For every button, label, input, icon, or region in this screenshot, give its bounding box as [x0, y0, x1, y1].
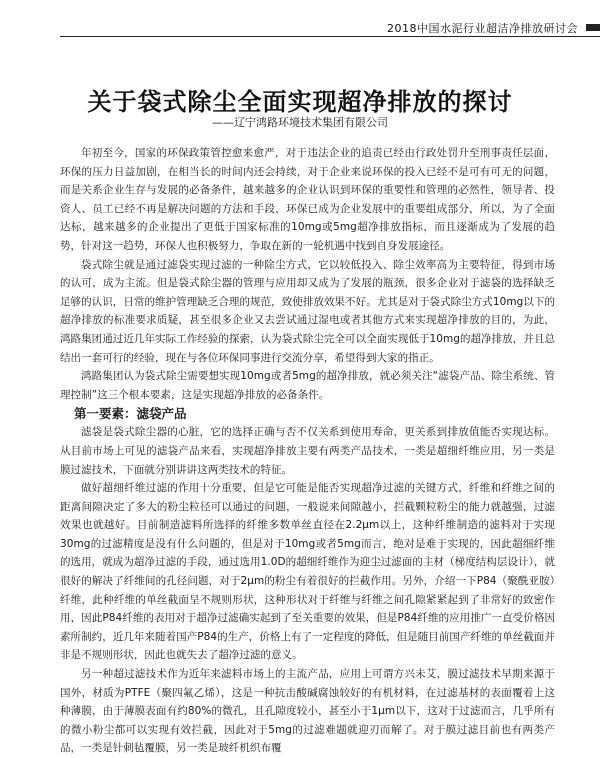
body-text [60, 144, 555, 758]
intro-paragraph-2: 袋式除尘就是通过滤袋实现过滤的一种除尘方式，它以较低投入、除尘效率高为主要特征，得到市场的认可，成为主流。但是袋式除尘器的管理与应用却又成为了发展的瓶颈，很多企业对于滤袋的选择缺乏足够的认识，日常的维护管理缺乏合理的规范，致使排放效果不好。尤其是对于袋式除尘方式10mg以下的超净排放的标准要求质疑，甚至很多企业又去尝试通过湿电或者其他方式来实现超净排放的目的，为此，鸿路集团通过近几年实际工作经验的探索，认为袋式除尘完全可以全面实现低于10mg的超净排放，并且总结出一套可行的经验，现在与各位环保同事进行交流分享，希望得到大家的指正。 [60, 258, 555, 364]
intro-paragraph-3: 鸿路集团认为袋式除尘需要想实现10mg或者5mg的超净排放，就必须关注“滤袋产品、除尘系统、管理控制”这三个根本要素，这是实现超净排放的必备条件。 [60, 370, 555, 401]
section-paragraph-3: 另一种超过滤技术作为近年来滤料市场上的主流产品，应用上可谓方兴未艾，膜过滤技术早期来源于国外，材质为PTFE（聚四氟乙烯），这是一种抗击酸碱腐蚀较好的有机材料，在过滤基材的表面覆着上这种薄膜，由于薄膜表面有约80%的微孔，且孔隙度较小，甚至小于1μm以下，这对于过滤而言，几乎所有的微小粉尘都可以实现有效拦截，因此对于5mg的过滤难题就迎刃而解了。对于膜过滤目前也有两类产品，一类是针刺毡覆膜，另一类是玻纤机织布覆 [60, 668, 555, 755]
section-heading-filter-bag: 第一要素：滤袋产品 [74, 406, 187, 422]
section-paragraph-1: 滤袋是袋式除尘器的心脏，它的选择正确与否不仅关系到使用寿命，更关系到排放值能否实现达标。从目前市场上可见的滤袋产品来看，实现超净排放主要有两类产品技术，一类是超细纤维应用，另一类是膜过滤技术，下面就分别讲讲这两类技术的特征。 [60, 426, 555, 476]
header-bar [586, 24, 600, 31]
author-line: ——辽宁鸿路环境技术集团有限公司 [212, 116, 388, 129]
header-rule [60, 36, 600, 37]
intro-paragraph-1: 年初至今，国家的环保政策管控愈来愈严，对于违法企业的追责已经由行政处罚升至刑事责任层面，环保的压力日益加剧，在相当长的时间内还会持续，对于企业来说环保的投入已经不是可有可无的问题，而是关系企业生存与发展的必备条件，越来越多的企业认识到环保的重要性和管理的必然性，领导者、投资人、员工已经不再是解决问题的方法和手段，环保已成为企业发展中的重要组成部分，所以，为了全面达标，越来越多的企业提出了更低于国家标准的10mg或5mg超净排放指标，而且逐渐成为了发展的趋势，针对这一趋势，环保人也积极努力，争取在新的一轮机遇中找到自身发展途径。 [60, 147, 555, 252]
paper-title: 关于袋式除尘全面实现超净排放的探讨 [87, 88, 513, 117]
running-head: 2018中国水泥行业超洁净排放研讨会 [387, 22, 578, 35]
section-paragraph-2: 做好超细纤维过滤的作用十分重要，但是它可能是能否实现超净过滤的关键方式，纤维和纤维之间的距离间隙决定了多大的粉尘粒径可以通过的问题，一般说来间隙越小，拦截颗粒粉尘的能力就越强，过滤效果也就越好。目前制造滤料所选择的纤维多数单丝直径在2.2μm以上，这种纤维制造的滤料对于实现30mg的过滤精度是没有什么问题的，但是对于10mg或者5mg而言，绝对是难于实现的，因此超细纤维的选用，就成为超净过滤的手段，通过选用1.0D的超细纤维作为迎尘过滤面的主材（梯度结构层设计），就很好的解决了纤维间的孔径问题，对于2μm的粉尘有着很好的拦截作用。另外，介绍一下P84（聚酰亚胺）纤维，此种纤维的单丝截面呈不规则形状，这种形状对于纤维与纤维之间孔隙紧紧起到了非常好的致密作用，因此P84纤维的表用对于超净过滤确实起到了至关重要的效果，但是P84纤维的应用推广一直受价格因素所制约，近几年来随着国产P84的生产，价格上有了一定程度的降低，但是随目前国产纤维的单丝截面并非是不规则形状，因此也就失去了超净过滤的意义。 [60, 482, 555, 662]
